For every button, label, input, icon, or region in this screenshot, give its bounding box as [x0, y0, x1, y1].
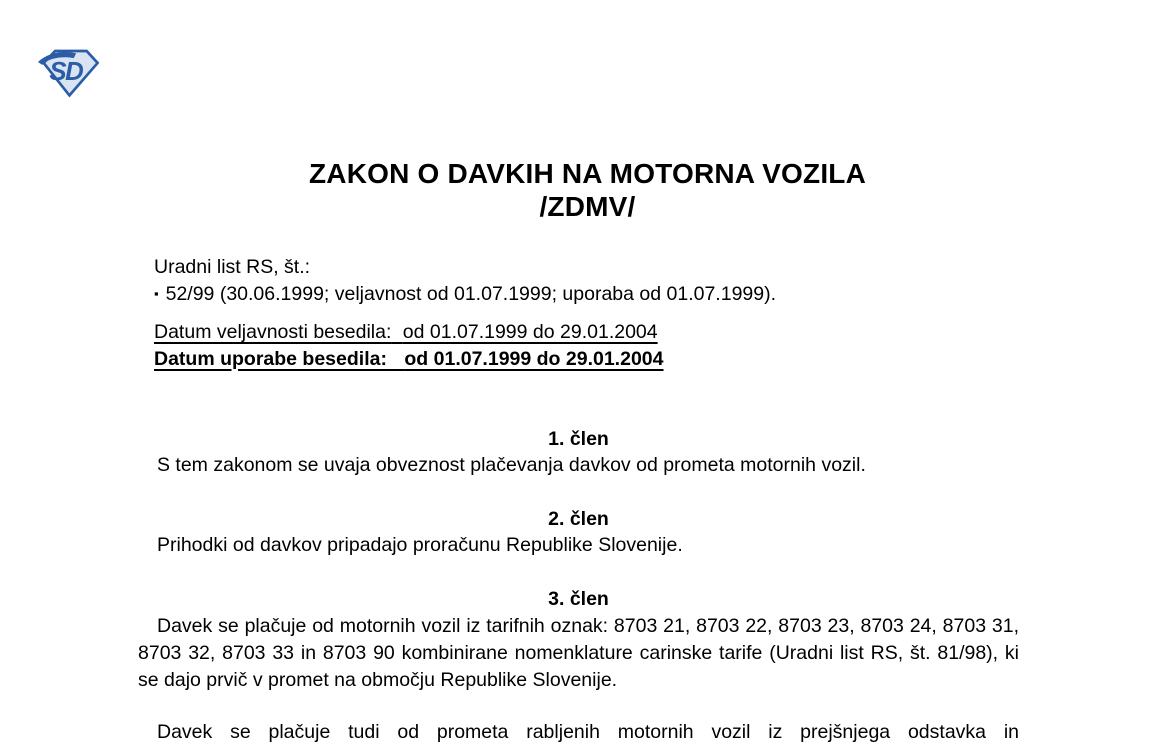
article-1-paragraph: S tem zakonom se uvaja obveznost plačevanja davkov od prometa motornih vozil.	[157, 454, 866, 476]
validity-row-uporaba	[154, 346, 1014, 373]
gazette-entry	[154, 281, 1014, 309]
gazette-entry-text: 52/99 (30.06.1999; veljavnost od 01.07.1999; uporaba od 01.07.1999).	[165, 283, 777, 305]
article-1-heading: 1. člen	[548, 428, 609, 450]
article-2-heading: 2. člen	[548, 508, 609, 530]
validity-block	[154, 319, 1014, 372]
validity-value: od 01.07.1999 do 29.01.2004	[404, 347, 664, 370]
title-line-2: /ZDMV/	[539, 191, 636, 222]
article-3-heading: 3. člen	[548, 588, 609, 610]
gazette-block	[154, 254, 1014, 309]
document-title	[147, 157, 1028, 223]
article-3-paragraph-2: Davek se plačuje tudi od prometa rabljenih motornih vozil iz prejšnjega odstavka in	[157, 721, 1019, 743]
title-line-1: ZAKON O DAVKIH NA MOTORNA VOZILA	[308, 158, 867, 189]
logo-letters: SD	[49, 58, 83, 87]
sd-logo-icon	[37, 46, 100, 99]
validity-label: Datum veljavnosti besedila:	[154, 321, 392, 343]
gazette-heading: Uradni list RS, št.:	[154, 256, 311, 278]
square-bullet-icon: ▪	[154, 286, 159, 301]
article-2-paragraph: Prihodki od davkov pripadajo proračunu Republike Slovenije.	[157, 534, 683, 556]
document-content	[138, 0, 1019, 743]
validity-label: Datum uporabe besedila:	[154, 347, 387, 370]
validity-row-veljavnost	[154, 319, 1014, 346]
validity-value: od 01.07.1999 do 29.01.2004	[402, 321, 658, 343]
article-3-paragraph-1: Davek se plačuje od motornih vozil iz tarifnih oznak: 8703 21, 8703 22, 8703 23, 8703 24, 8703 31, 8703 32, 8703 33 in 8703 90 kombinirane nomenklature carinske tarife (Uradni list RS, št. 81/98), ki se dajo prvič v promet na območju Republike Slovenije.	[138, 615, 1019, 691]
